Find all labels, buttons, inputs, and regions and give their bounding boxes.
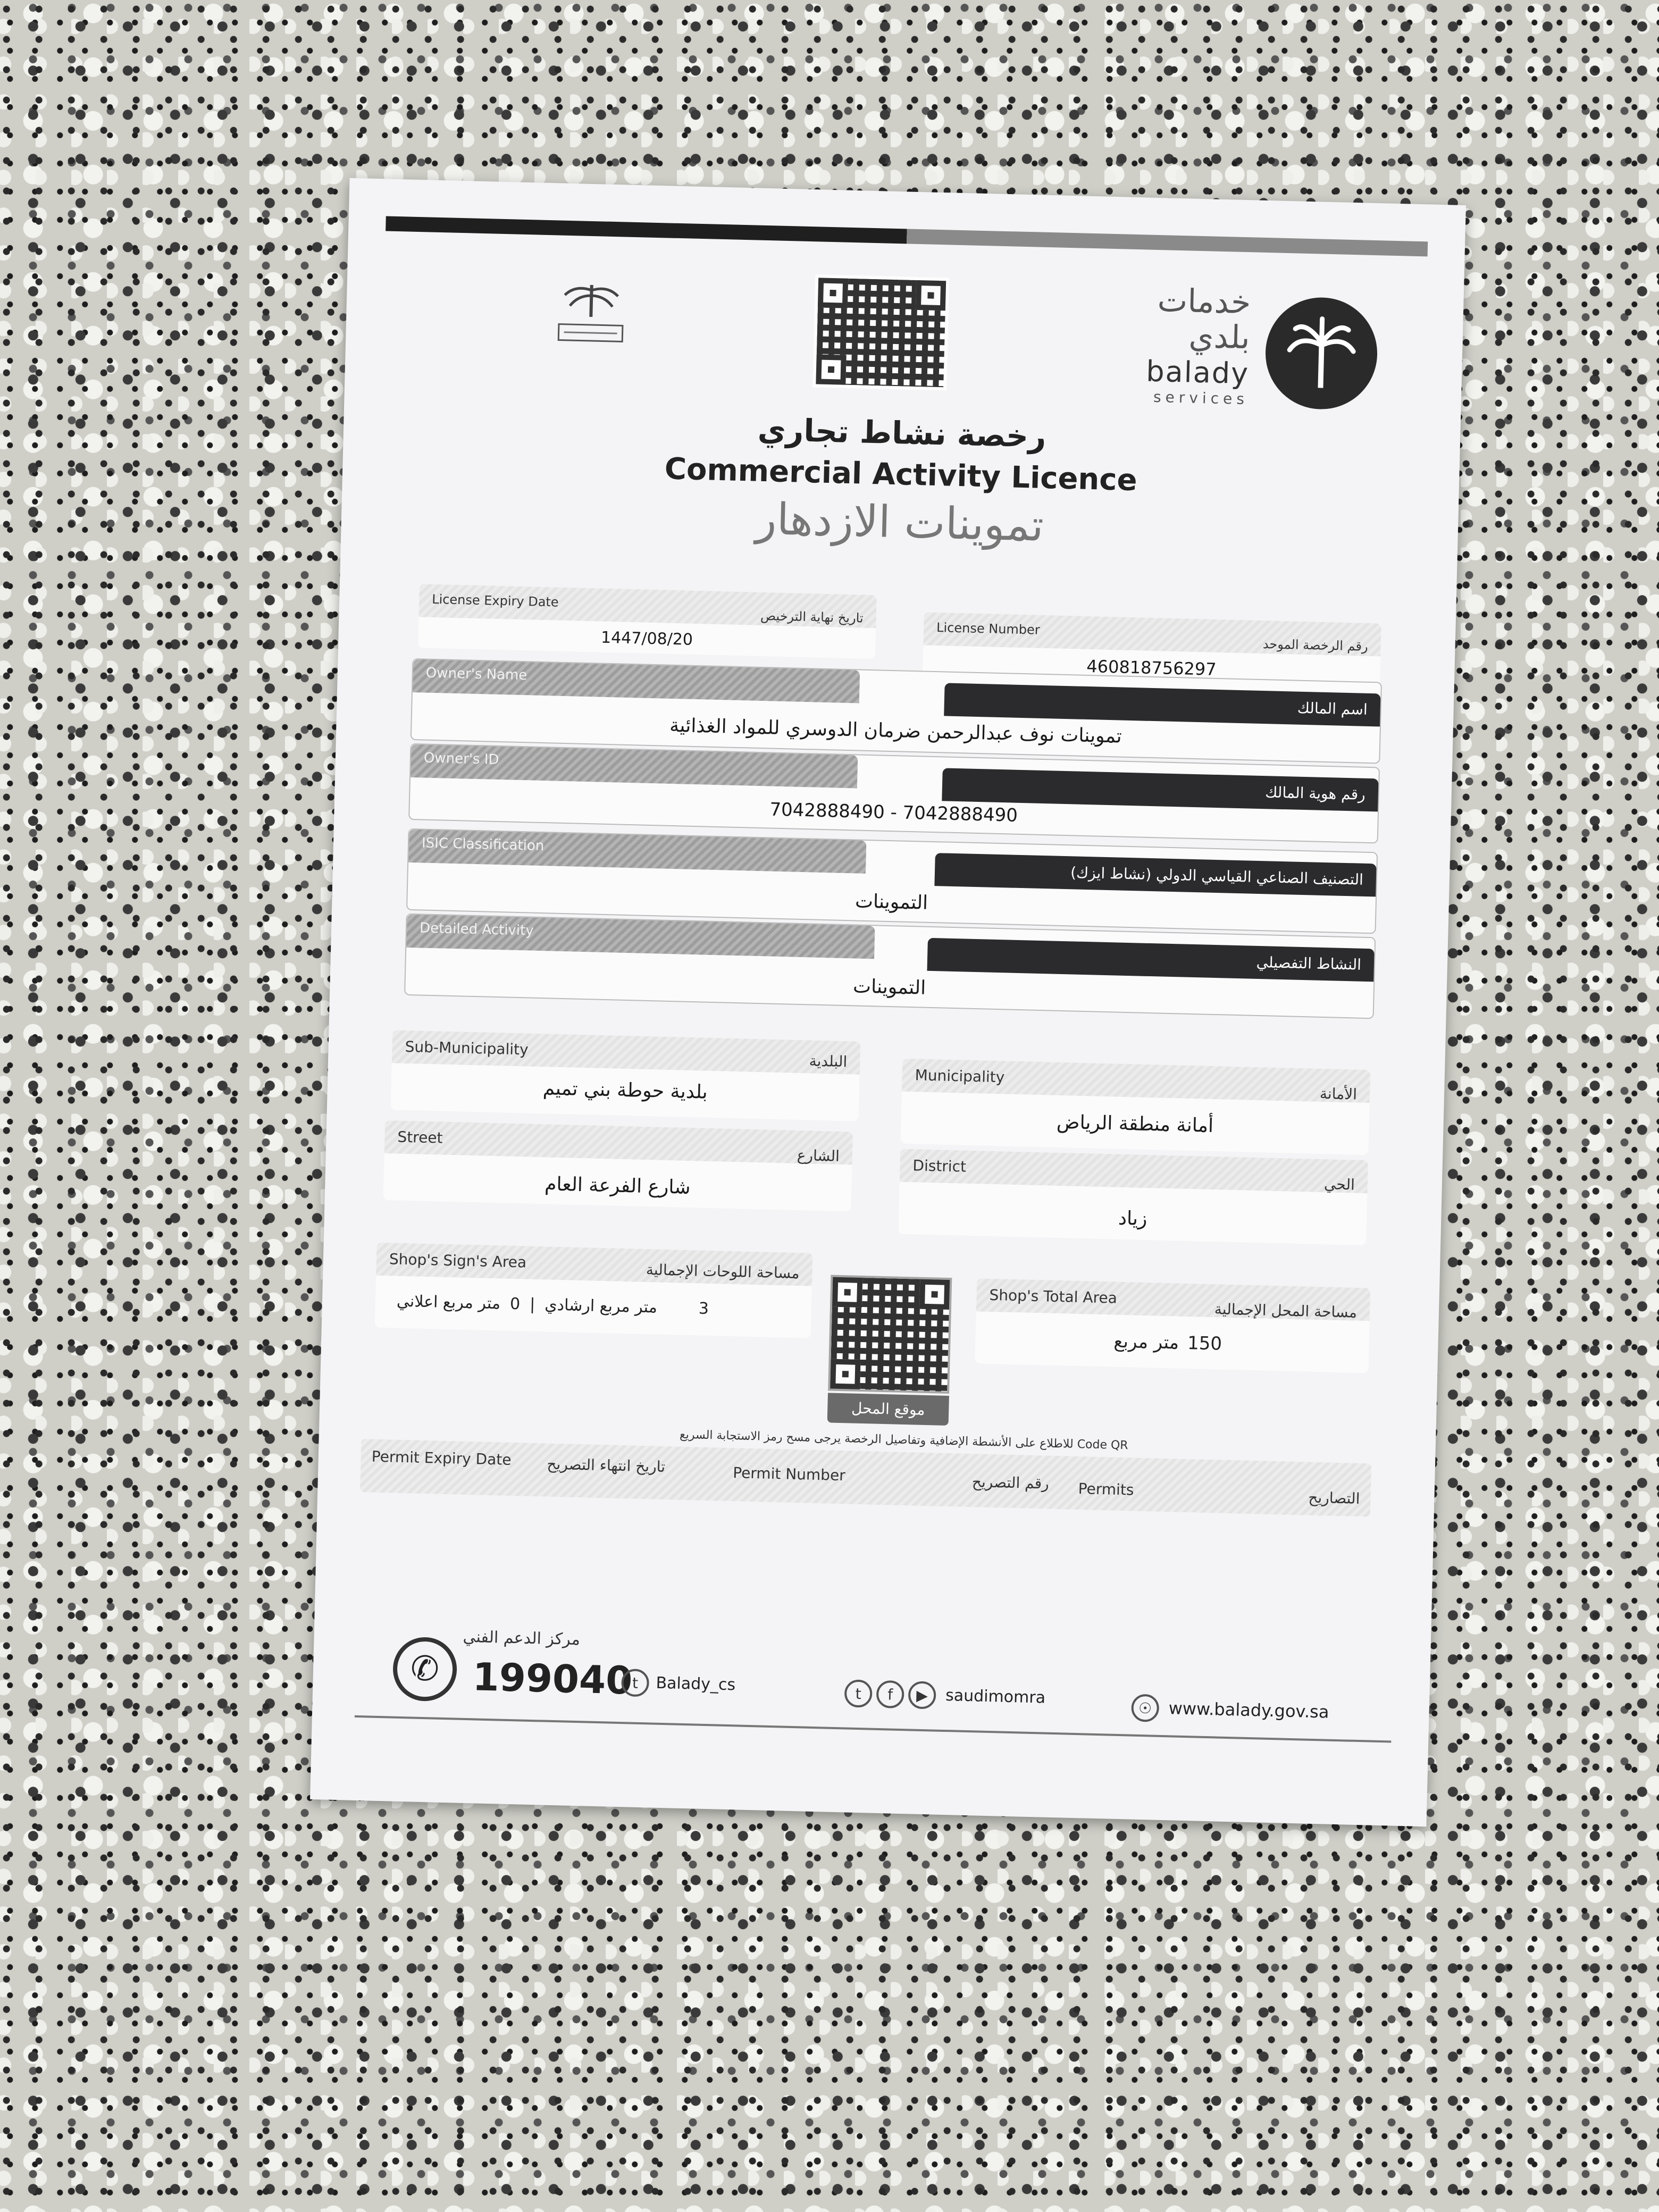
globe-icon: ☉	[1131, 1694, 1159, 1722]
permit-number-label-ar: رقم التصريح	[971, 1473, 1050, 1493]
youtube-icon[interactable]: ▶	[908, 1681, 936, 1709]
license-number-value: 460818756297	[1086, 656, 1217, 680]
owner-name-label-ar: اسم المالك	[944, 683, 1380, 726]
brand-arabic: خدمات بلدي	[1157, 282, 1252, 357]
website-link[interactable]: www.balady.gov.sa	[1168, 1698, 1329, 1722]
shop-location-caption: موقع المحل	[827, 1393, 949, 1426]
isic-label-ar: التصنيف الصناعي القياسي الدولي (نشاط ايزك)	[934, 853, 1376, 896]
total-area-unit: متر مربع	[1113, 1330, 1179, 1354]
permit-number-label-en: Permit Number	[732, 1464, 846, 1485]
license-number-label-ar: رقم الرخصة الموحد	[1262, 636, 1368, 654]
district-label-en: District	[912, 1157, 967, 1176]
owner-id-label-en: Owner's ID	[410, 744, 858, 789]
sign-unit-guidance: متر مربع ارشادي	[544, 1295, 658, 1317]
social-icons	[844, 1679, 936, 1709]
municipality-label-ar: الأمانة	[1319, 1084, 1358, 1103]
total-area-field	[975, 1278, 1370, 1373]
sign-value-advertising: 0	[509, 1294, 521, 1314]
permits-label-ar: التصاريح	[1308, 1488, 1360, 1507]
brand-name: balady	[1145, 354, 1250, 391]
support-label: مركز الدعم الفني	[463, 1627, 581, 1649]
total-area-label-ar: مساحة المحل الإجمالية	[1214, 1300, 1358, 1321]
social-handle[interactable]: saudimomra	[945, 1686, 1046, 1707]
sign-area-field	[375, 1243, 813, 1338]
detailed-activity-label-en: Detailed Activity	[406, 915, 875, 959]
licence-qr-code[interactable]	[812, 274, 949, 390]
phone-icon[interactable]: ✆	[392, 1637, 458, 1702]
sign-unit-advertising: متر مربع اعلاني	[396, 1292, 501, 1313]
total-area-label-en: Shop's Total Area	[989, 1286, 1118, 1307]
sign-area-values	[397, 1292, 709, 1318]
submunicipality-value: بلدية حوطة بني تميم	[542, 1077, 708, 1103]
license-number-label-en: License Number	[936, 620, 1041, 638]
street-field	[383, 1120, 853, 1211]
street-label-ar: الشارع	[797, 1146, 840, 1165]
trade-name: تموينات الازدهار	[755, 493, 1045, 551]
isic-label-en: ISIC Classification	[408, 830, 866, 874]
municipality-field	[901, 1059, 1371, 1155]
license-expiry-label-en: License Expiry Date	[431, 591, 559, 610]
title-arabic: رخصة نشاط تجاري	[757, 411, 1047, 455]
total-area-value: 150	[1187, 1332, 1222, 1355]
title-english: Commercial Activity Licence	[664, 451, 1138, 498]
brand-tagline: services	[1153, 388, 1249, 408]
sign-area-label-en: Shop's Sign's Area	[389, 1250, 527, 1271]
district-label-ar: الحي	[1323, 1175, 1355, 1194]
support-number[interactable]: 199040	[472, 1654, 633, 1703]
detailed-activity-value: التموينات	[852, 975, 926, 999]
owner-id-label-ar: رقم هوية المالك	[942, 768, 1378, 811]
shop-location-qr-code[interactable]	[828, 1275, 952, 1394]
top-bar	[386, 216, 1428, 256]
license-expiry-field	[418, 584, 877, 659]
municipality-label-en: Municipality	[915, 1066, 1005, 1086]
license-expiry-label-ar: تاريخ نهاية الترخيص	[760, 608, 864, 626]
street-value: شارع الفرعة العام	[544, 1173, 691, 1199]
submunicipality-field	[391, 1030, 860, 1121]
district-value: زياد	[1118, 1207, 1147, 1230]
twitter-icon[interactable]: t	[844, 1679, 873, 1707]
municipality-value: أمانة منطقة الرياض	[1056, 1111, 1214, 1137]
facebook-icon[interactable]: f	[876, 1680, 904, 1708]
sign-area-label-ar: مساحة اللوحات الإجمالية	[646, 1261, 800, 1283]
owner-id-value: 7042888490 - 7042888490	[769, 799, 1018, 826]
twitter-handle[interactable]: Balady_cs	[656, 1673, 736, 1695]
sign-value-guidance: 3	[698, 1299, 709, 1318]
permit-expiry-label-ar: تاريخ انتهاء التصريح	[547, 1455, 666, 1476]
isic-value: التموينات	[854, 890, 928, 914]
owner-name-value: تموينات نوف عبدالرحمن ضرمان الدوسري للمواد الغذائية	[669, 714, 1122, 748]
permit-expiry-label-en: Permit Expiry Date	[371, 1447, 512, 1469]
licence-document	[310, 178, 1466, 1826]
license-expiry-value: 1447/08/20	[600, 628, 693, 649]
district-field	[898, 1149, 1368, 1245]
submunicipality-label-en: Sub-Municipality	[405, 1037, 529, 1059]
street-label-en: Street	[397, 1128, 443, 1147]
sign-separator: |	[529, 1295, 535, 1314]
ministry-emblem-icon	[548, 273, 635, 355]
permits-label-en: Permits	[1078, 1480, 1134, 1499]
permits-header	[360, 1439, 1371, 1516]
total-area-values	[1113, 1331, 1222, 1355]
owner-name-label-en: Owner's Name	[413, 659, 860, 703]
balady-palm-logo-icon	[1264, 296, 1379, 410]
submunicipality-label-ar: البلدية	[809, 1052, 848, 1071]
twitter-icon[interactable]: t	[621, 1669, 649, 1697]
detailed-activity-label-ar: النشاط التفصيلي	[927, 938, 1374, 982]
qr-note: للاطلاع على الأنشطة الإضافية وتفاصيل الرخصة يرجى مسح رمز الاستجابة السريع Code QR	[679, 1428, 1128, 1453]
